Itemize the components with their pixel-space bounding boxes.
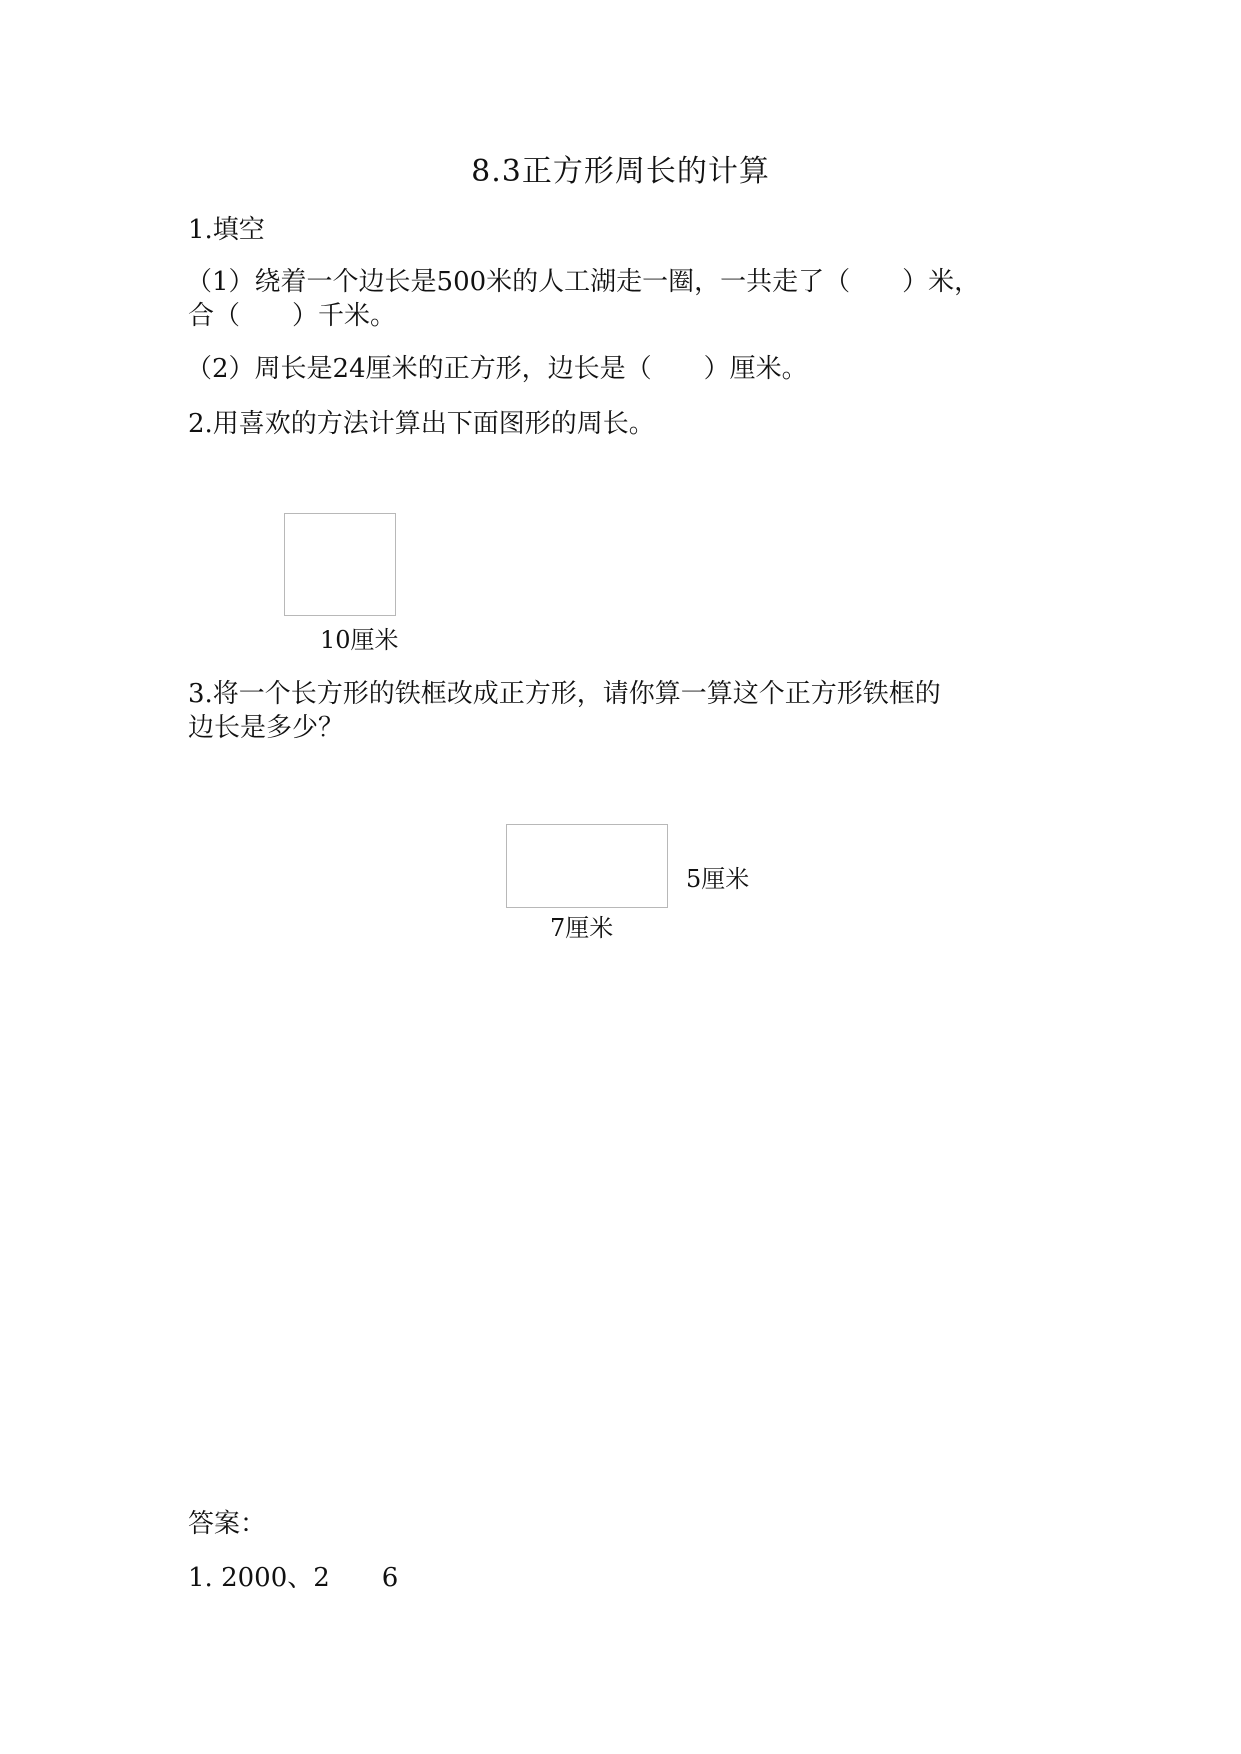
rectangle-width-label: 7厘米 (550, 914, 614, 942)
q1-item1-line2: 合（ ）千米。 (188, 301, 397, 331)
square-side-label: 10厘米 (320, 626, 399, 654)
q1-item2: （2）周长是24厘米的正方形，边长是（ ）厘米。 (186, 354, 808, 384)
q3-line2: 边长是多少？ (188, 713, 345, 743)
rectangle-height-label: 5厘米 (686, 865, 750, 893)
square-figure (284, 513, 396, 616)
q1-item1-line1: （1）绕着一个边长是500米的人工湖走一圈，一共走了（ ）米， (186, 267, 981, 297)
rectangle-figure (506, 824, 668, 908)
q1-heading: 1.填空 (188, 215, 265, 245)
answers-heading: 答案： (188, 1509, 267, 1539)
page-title: 8.3正方形周长的计算 (471, 154, 770, 189)
q3-line1: 3.将一个长方形的铁框改成正方形，请你算一算这个正方形铁框的 (188, 679, 941, 709)
answers-line1: 1. 2000、2 6 (188, 1563, 399, 1593)
q2-heading: 2.用喜欢的方法计算出下面图形的周长。 (188, 409, 655, 439)
